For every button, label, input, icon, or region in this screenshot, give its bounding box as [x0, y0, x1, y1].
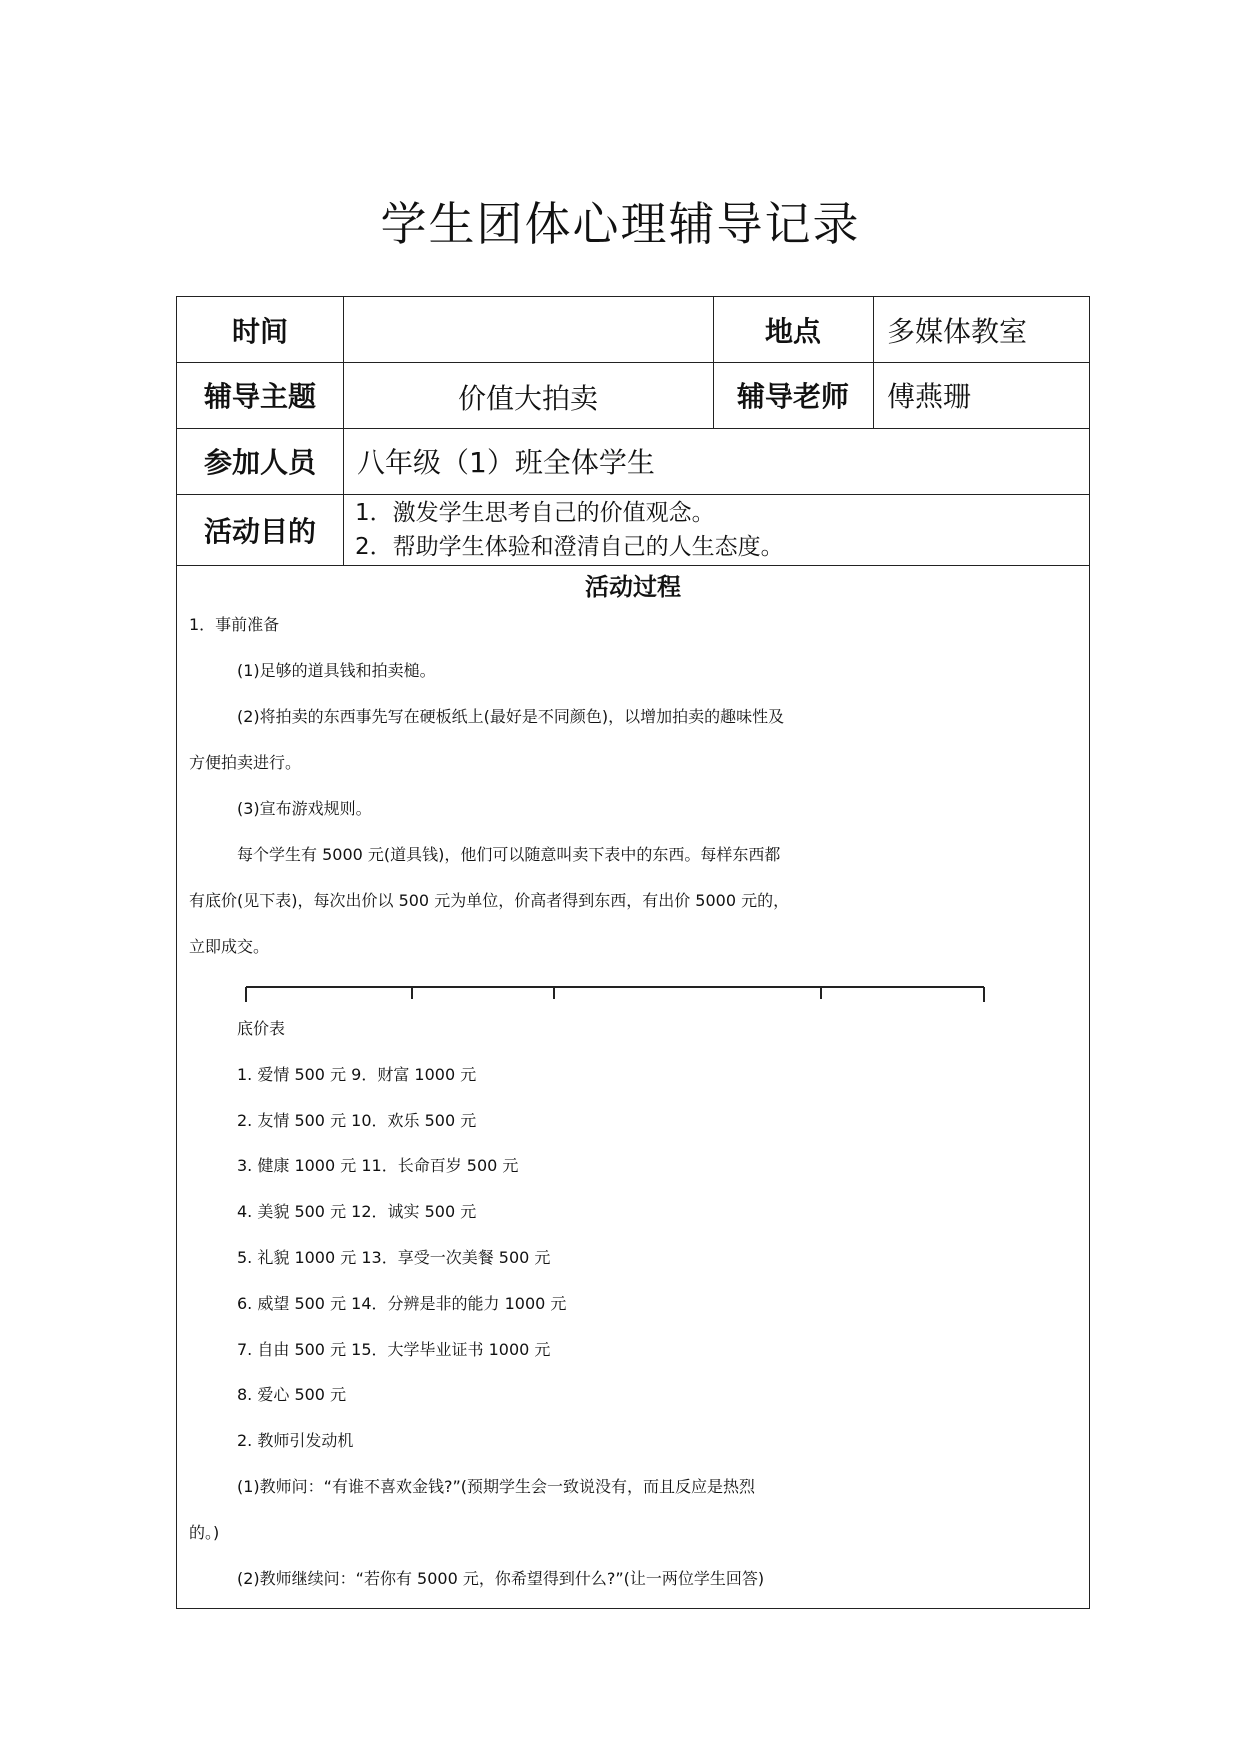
price-item: 3. 健康 1000 元 11．长命百岁 500 元 — [237, 1156, 519, 1175]
table-bracket-line — [245, 985, 985, 1003]
row-divider — [177, 565, 1089, 566]
price-item: 8. 爱心 500 元 — [237, 1385, 347, 1404]
price-item: 1. 爱情 500 元 9．财富 1000 元 — [237, 1065, 477, 1084]
process-line: 方便拍卖进行。 — [189, 753, 302, 772]
process-line: 立即成交。 — [189, 937, 270, 956]
place-label: 地点 — [764, 314, 821, 348]
time-value — [343, 297, 713, 362]
purpose-list — [343, 494, 1091, 565]
purpose-item: 1．激发学生思考自己的价值观念。 — [355, 499, 715, 526]
price-item: 7. 自由 500 元 15．大学毕业证书 1000 元 — [237, 1340, 551, 1359]
purpose-label: 活动目的 — [203, 514, 316, 548]
topic-value: 价值大拍卖 — [457, 382, 598, 415]
process-line: 有底价(见下表)，每次出价以 500 元为单位，价高者得到东西，有出价 5000 元的， — [189, 891, 790, 910]
process-line: 2. 教师引发动机 — [237, 1431, 354, 1450]
teacher-value: 傅燕珊 — [887, 380, 972, 413]
price-item: 2. 友情 500 元 10．欢乐 500 元 — [237, 1111, 477, 1130]
time-label: 时间 — [231, 314, 288, 348]
topic-label: 辅导主题 — [203, 380, 316, 413]
process-heading: 活动过程 — [585, 573, 681, 601]
participants-label: 参加人员 — [203, 446, 316, 479]
process-line: 每个学生有 5000 元(道具钱)，他们可以随意叫卖下表中的东西。每样东西都 — [237, 845, 781, 864]
process-line: (2)教师继续问：“若你有 5000 元，你希望得到什么?”(让一两位学生回答) — [237, 1569, 765, 1588]
participants-value: 八年级（1）班全体学生 — [357, 446, 655, 479]
price-item: 5. 礼貌 1000 元 13．享受一次美餐 500 元 — [237, 1248, 551, 1267]
process-line: (1)足够的道具钱和拍卖槌。 — [237, 661, 436, 680]
purpose-item: 2．帮助学生体验和澄清自己的人生态度。 — [355, 533, 784, 560]
record-table — [176, 296, 1090, 1609]
teacher-label: 辅导老师 — [736, 380, 849, 413]
page-title: 学生团体心理辅导记录 — [380, 197, 861, 251]
price-item: 6. 威望 500 元 14．分辨是非的能力 1000 元 — [237, 1294, 567, 1313]
place-value: 多媒体教室 — [887, 314, 1028, 348]
process-line: (2)将拍卖的东西事先写在硬板纸上(最好是不同颜色)，以增加拍卖的趣味性及 — [237, 707, 785, 726]
process-line: 的。) — [189, 1523, 220, 1542]
price-item: 4. 美貌 500 元 12．诚实 500 元 — [237, 1202, 477, 1221]
process-line: (3)宣布游戏规则。 — [237, 799, 372, 818]
process-line: 1．事前准备 — [189, 615, 280, 634]
price-table-title: 底价表 — [237, 1019, 286, 1038]
process-line: (1)教师问：“有谁不喜欢金钱?”(预期学生会一致说没有，而且反应是热烈 — [237, 1477, 755, 1496]
